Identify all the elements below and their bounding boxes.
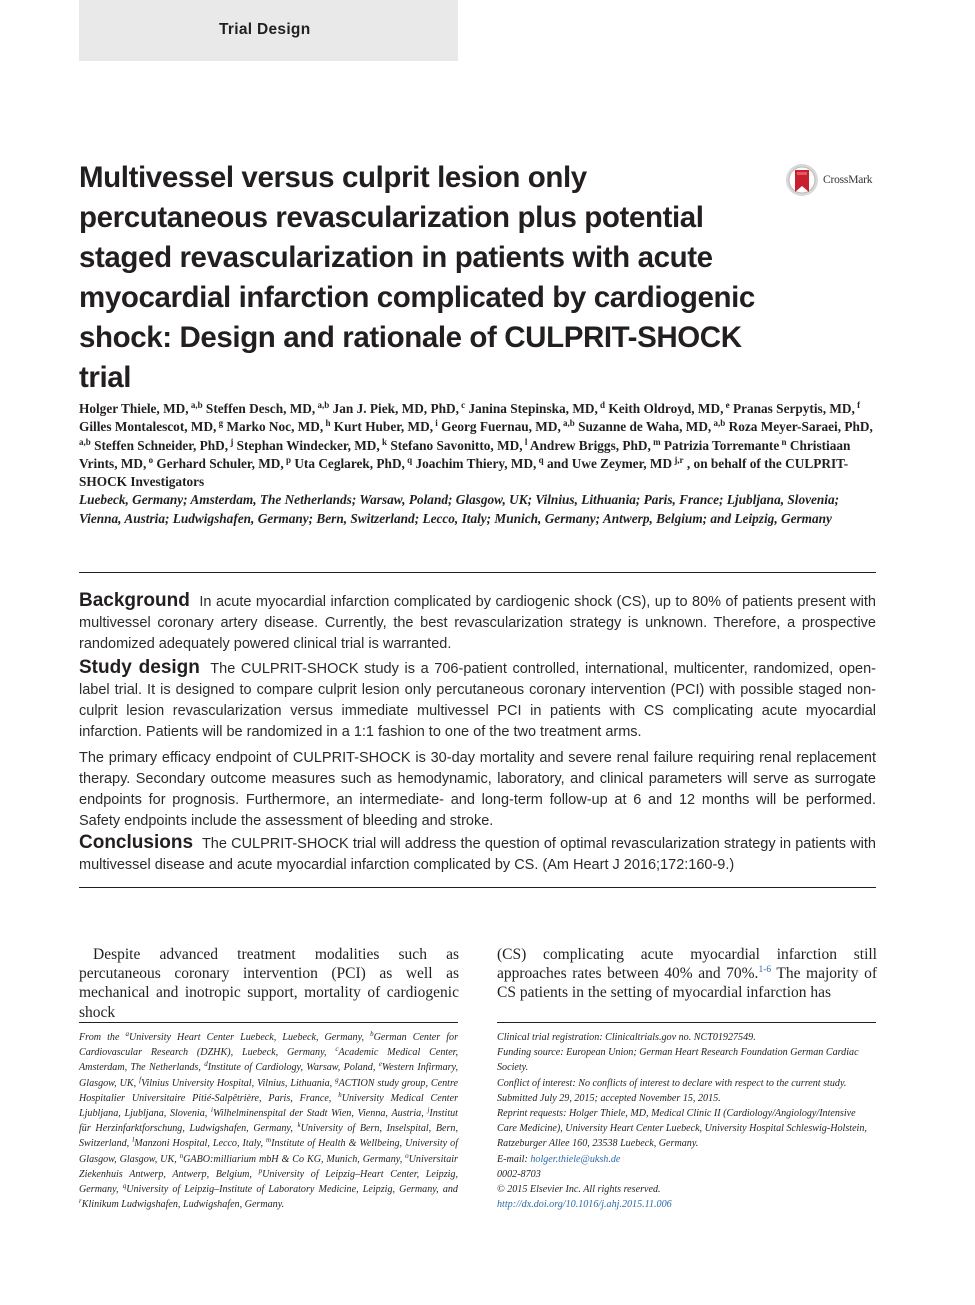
affiliation-text: Manzoni Hospital, Lecco, Italy, bbox=[134, 1138, 267, 1150]
author-name: Steffen Desch, MD, bbox=[205, 401, 316, 416]
author-affiliation-marker: i bbox=[433, 418, 438, 429]
abstract-study-design bbox=[79, 657, 876, 743]
article-title: Multivessel versus culprit lesion only percutaneous revascularization plus potential staged revascularization in patients with acute myocardial infarction complicated by cardiogenic shock: Design and rationale of CULPRIT-SHOCK trial bbox=[79, 161, 755, 394]
author-name: Georg Fuernau, MD, bbox=[441, 419, 561, 435]
crossmark-label: CrossMark bbox=[823, 174, 873, 186]
article-notes bbox=[497, 1030, 877, 1212]
conflict-of-interest: Conflict of interest: No conflicts of interest to declare with respect to the current study. bbox=[497, 1077, 847, 1089]
author-name: Steffen Schneider, PhD, bbox=[94, 437, 229, 453]
affiliation-list bbox=[79, 1032, 458, 1210]
affiliation-text: Institute of Cardiology, Warsaw, Poland, bbox=[207, 1062, 379, 1074]
affiliation-text: Universitair Ziekenhuis Antwerp, Antwerp, Belgium, bbox=[79, 1153, 458, 1180]
author-name: Holger Thiele, MD, bbox=[79, 401, 189, 416]
author-name: Suzanne de Waha, MD, bbox=[578, 419, 712, 435]
affiliation-text: Institut für Herzinfarktforschung, Ludwigshafen, Germany, bbox=[79, 1108, 458, 1135]
affiliation-marker: l bbox=[132, 1136, 135, 1145]
affiliation-marker: c bbox=[335, 1045, 339, 1054]
affiliations-footnote bbox=[79, 1030, 458, 1212]
issn: 0002-8703 bbox=[497, 1168, 541, 1180]
author-affiliation-marker: e bbox=[723, 400, 730, 410]
author-name: Janina Stepinska, MD, bbox=[468, 401, 598, 416]
study-design-heading: Study design bbox=[79, 657, 200, 678]
conclusions-text: The CULPRIT-SHOCK trial will address the question of optimal revascularization strategy in patients with multivessel disease and acute myocardial infarction complicated by CS. (Am Heart J 2016;172:160-9.) bbox=[79, 836, 876, 873]
author-item bbox=[94, 438, 237, 453]
author-item bbox=[664, 438, 790, 453]
author-affiliation-marker: a,b bbox=[315, 400, 330, 410]
affiliation-text: Wilhelminenspital der Stadt Wien, Vienna, Austria, bbox=[212, 1108, 428, 1120]
author-affiliation-marker: h bbox=[323, 418, 331, 429]
affiliation-marker: a bbox=[125, 1030, 129, 1038]
author-name: Christiaan Vrints, MD, bbox=[79, 437, 851, 471]
affiliation-text: GABO:milliarium mbH & Co KG, Munich, Germany, bbox=[183, 1153, 406, 1165]
author-item bbox=[237, 438, 391, 453]
author-affiliation-marker: a,b bbox=[79, 436, 91, 447]
author-name: Patrizia Torremante bbox=[663, 437, 780, 453]
email-link[interactable]: holger.thiele@uksh.de bbox=[530, 1153, 621, 1165]
intro-right-text-continued: The majority of CS patients in the setting of myocardial infarction has bbox=[497, 965, 877, 1002]
author-affiliation-marker: d bbox=[597, 400, 606, 410]
author-item bbox=[79, 419, 226, 434]
intro-right-text: (CS) complicating acute myocardial infarction still approaches rates between 40% and 70%. bbox=[497, 946, 877, 983]
affiliation-marker: m bbox=[266, 1136, 272, 1145]
affiliation-marker: b bbox=[370, 1030, 374, 1038]
author-name: Gerhard Schuler, MD, bbox=[156, 455, 284, 471]
author-name: and Uwe Zeymer, MD bbox=[546, 455, 673, 471]
author-item bbox=[206, 401, 333, 416]
author-affiliation-marker: a,b bbox=[711, 418, 726, 429]
author-name: Roza Meyer-Saraei, PhD, bbox=[728, 419, 873, 435]
affiliation-marker: g bbox=[335, 1075, 339, 1084]
author-item bbox=[415, 456, 547, 471]
affiliation-text: University of Bern, Inselspital, Bern, Switzerland, bbox=[79, 1123, 458, 1150]
author-affiliation-marker: q bbox=[536, 454, 544, 465]
crossmark-icon bbox=[785, 163, 819, 197]
affiliation-marker: f bbox=[139, 1075, 142, 1084]
affiliations-prefix: From the bbox=[79, 1032, 126, 1043]
section-label: Trial Design bbox=[219, 21, 311, 38]
abstract-background bbox=[79, 590, 876, 655]
study-design-text: The CULPRIT-SHOCK study is a 706-patient controlled, international, multicenter, randomized, open-label trial. It is designed to compare culprit lesion only percutaneous coronary intervention (PCI) with possible staged non-culprit lesion revascularization versus immediate multivessel PCI in patients with CS complicating acute myocardial infarction. Patients will be randomized in a 1:1 fashion to one of the two treatment arms. bbox=[79, 661, 876, 740]
author-name: Pranas Serpytis, MD, bbox=[732, 401, 855, 416]
affiliation-text: University of Leipzig–Institute of Laboratory Medicine, Leipzig, Germany, and bbox=[126, 1184, 458, 1196]
funding-source: Funding source: European Union; German Heart Research Foundation German Cardiac Society. bbox=[497, 1047, 859, 1074]
author-affiliation-marker: a,b bbox=[560, 418, 575, 429]
email-line bbox=[497, 1152, 877, 1167]
affiliation-marker: e bbox=[378, 1060, 382, 1069]
author-affiliation-marker: j bbox=[228, 436, 234, 447]
affiliation-marker: o bbox=[405, 1151, 409, 1160]
affiliation-text: Academic Medical Center, Amsterdam, The Netherlands, bbox=[79, 1047, 459, 1074]
author-affiliation-marker: p bbox=[283, 454, 291, 465]
author-affiliation-marker: j,r bbox=[672, 454, 684, 465]
background-heading: Background bbox=[79, 590, 190, 611]
background-text: In acute myocardial infarction complicated by cardiogenic shock (CS), up to 80% of patients present with multivessel coronary artery disease. Currently, the best revascularization strategy is unknown. Therefore, a prospective randomized adequately powered clinical trial is warranted. bbox=[79, 594, 876, 652]
affiliation-marker: h bbox=[338, 1090, 342, 1099]
affiliation-text: Institute of Health & Wellbeing, University of Glasgow, Glasgow, UK, bbox=[79, 1138, 458, 1165]
author-affiliation-marker: n bbox=[779, 436, 787, 447]
author-item bbox=[468, 401, 608, 416]
submission-dates: Submitted July 29, 2015; accepted November 15, 2015. bbox=[497, 1092, 721, 1104]
affiliation-text: ACTION study group, Centre Hospitalier Universitaire Pitié-Salpêtrière, Paris, France, bbox=[79, 1077, 459, 1104]
author-affiliation-marker: a,b bbox=[188, 400, 203, 410]
author-item bbox=[578, 419, 728, 434]
affiliation-marker: j bbox=[427, 1106, 430, 1115]
affiliation-marker: i bbox=[210, 1106, 213, 1115]
author-name: Joachim Thiery, MD, bbox=[415, 455, 537, 471]
affiliation-marker: p bbox=[258, 1166, 263, 1175]
reprint-requests: Reprint requests: Holger Thiele, MD, Medical Clinic II (Cardiology/Angiology/Intensive Care Medicine), University Heart Center Luebeck, University Hospital Schleswig-Holstein, Ratzeburger Allee 160, 23538 Luebeck, Germany. bbox=[497, 1108, 867, 1150]
abstract-endpoints: The primary efficacy endpoint of CULPRIT-SHOCK is 30-day mortality and severe renal failure requiring renal replacement therapy. Secondary outcome measures such as hemodynamic, laboratory, and clinical parameters will serve as surrogate endpoints for prognosis. Furthermore, an intermediate- and long-term follow-up at 6 and 12 months will be performed. Safety endpoints include the assessment of bleeding and stroke. bbox=[79, 750, 876, 829]
affiliation-text: Klinikum Ludwigshafen, Ludwigshafen, Germany. bbox=[81, 1199, 285, 1211]
footnote-rule-right bbox=[497, 1022, 876, 1023]
affiliation-marker: n bbox=[179, 1151, 184, 1160]
email-label: E-mail: bbox=[497, 1153, 531, 1165]
author-item bbox=[608, 401, 733, 416]
author-name: Stefano Savonitto, MD, bbox=[390, 437, 523, 453]
abstract-bottom-rule bbox=[79, 887, 876, 888]
doi-link[interactable]: http://dx.doi.org/10.1016/j.ahj.2015.11.006 bbox=[497, 1199, 672, 1211]
author-name: Kurt Huber, MD, bbox=[333, 419, 434, 435]
author-name: Uta Ceglarek, PhD, bbox=[294, 455, 405, 471]
author-locations: Luebeck, Germany; Amsterdam, The Netherlands; Warsaw, Poland; Glasgow, UK; Vilnius, Lithuania; Paris, France; Ljubljana, Slovenia; Vienna, Austria; Ludwigshafen, Germany; Bern, Switzerland; Lecco, Italy; Munich, Germany; Antwerp, Belgium; and Leipzig, Germany bbox=[79, 492, 840, 526]
author-item bbox=[733, 401, 860, 416]
author-name: Gilles Montalescot, MD, bbox=[79, 419, 217, 435]
author-item bbox=[79, 401, 206, 416]
trial-registration: Clinical trial registration: Clinicaltrials.gov no. NCT01927549. bbox=[497, 1032, 756, 1043]
author-item bbox=[156, 456, 294, 471]
affiliation-marker: q bbox=[122, 1182, 127, 1191]
author-item bbox=[333, 401, 469, 416]
author-list bbox=[79, 400, 879, 528]
author-item bbox=[294, 456, 415, 471]
author-item bbox=[441, 419, 578, 434]
affiliation-text: German Center for Cardiovascular Research (DZHK), Luebeck, Germany, bbox=[79, 1032, 458, 1059]
author-item bbox=[547, 456, 687, 471]
author-name: Keith Oldroyd, MD, bbox=[608, 401, 724, 416]
abstract bbox=[79, 590, 876, 876]
author-name: Andrew Briggs, PhD, bbox=[529, 437, 651, 453]
author-affiliation-marker: q bbox=[404, 454, 413, 465]
affiliation-text: Western Infirmary, Glasgow, UK, bbox=[79, 1062, 458, 1089]
affiliation-marker: d bbox=[204, 1060, 208, 1069]
author-affiliation-marker: f bbox=[854, 400, 861, 410]
abstract-conclusions bbox=[79, 832, 876, 876]
author-affiliation-marker: g bbox=[216, 418, 224, 429]
author-affiliation-marker: l bbox=[522, 436, 528, 447]
citation-link[interactable]: 1-6 bbox=[758, 965, 772, 976]
affiliation-text: Vilnius University Hospital, Vilnius, Lithuania, bbox=[141, 1077, 336, 1089]
author-name: Stephan Windecker, MD, bbox=[236, 437, 380, 453]
author-name: Marko Noc, MD, bbox=[226, 419, 324, 435]
author-item bbox=[334, 419, 441, 434]
author-item bbox=[390, 438, 530, 453]
author-affiliation-marker: c bbox=[458, 400, 466, 410]
affiliation-text: University of Leipzig–Heart Center, Leipzig, Germany, bbox=[79, 1168, 459, 1196]
author-item bbox=[226, 419, 333, 434]
author-name: Jan J. Piek, MD, PhD, bbox=[332, 401, 459, 416]
author-affiliation-marker: m bbox=[650, 436, 661, 447]
author-item bbox=[530, 438, 664, 453]
affiliation-text: University Heart Center Luebeck, Luebeck, Germany, bbox=[128, 1032, 371, 1043]
conclusions-heading: Conclusions bbox=[79, 832, 194, 853]
author-affiliation-marker: o bbox=[146, 454, 154, 465]
affiliation-marker: k bbox=[297, 1121, 301, 1130]
intro-right-column bbox=[497, 945, 877, 1003]
intro-left-column: Despite advanced treatment modalities such as percutaneous coronary intervention (PCI) as well as mechanical and inotropic support, mortality of cardiogenic shock bbox=[79, 946, 459, 1021]
abstract-top-rule bbox=[79, 572, 876, 573]
affiliation-marker: r bbox=[79, 1197, 82, 1206]
crossmark-badge[interactable] bbox=[785, 163, 885, 199]
affiliation-text: University Medical Center Ljubljana, Ljubljana, Slovenia, bbox=[79, 1092, 458, 1120]
author-affiliation-marker: k bbox=[379, 436, 387, 447]
section-tab bbox=[79, 0, 458, 61]
footnote-rule-left bbox=[79, 1022, 458, 1023]
copyright: © 2015 Elsevier Inc. All rights reserved. bbox=[497, 1184, 661, 1196]
authors-suffix: , on behalf of the CULPRIT-SHOCK Investigators bbox=[79, 455, 849, 490]
